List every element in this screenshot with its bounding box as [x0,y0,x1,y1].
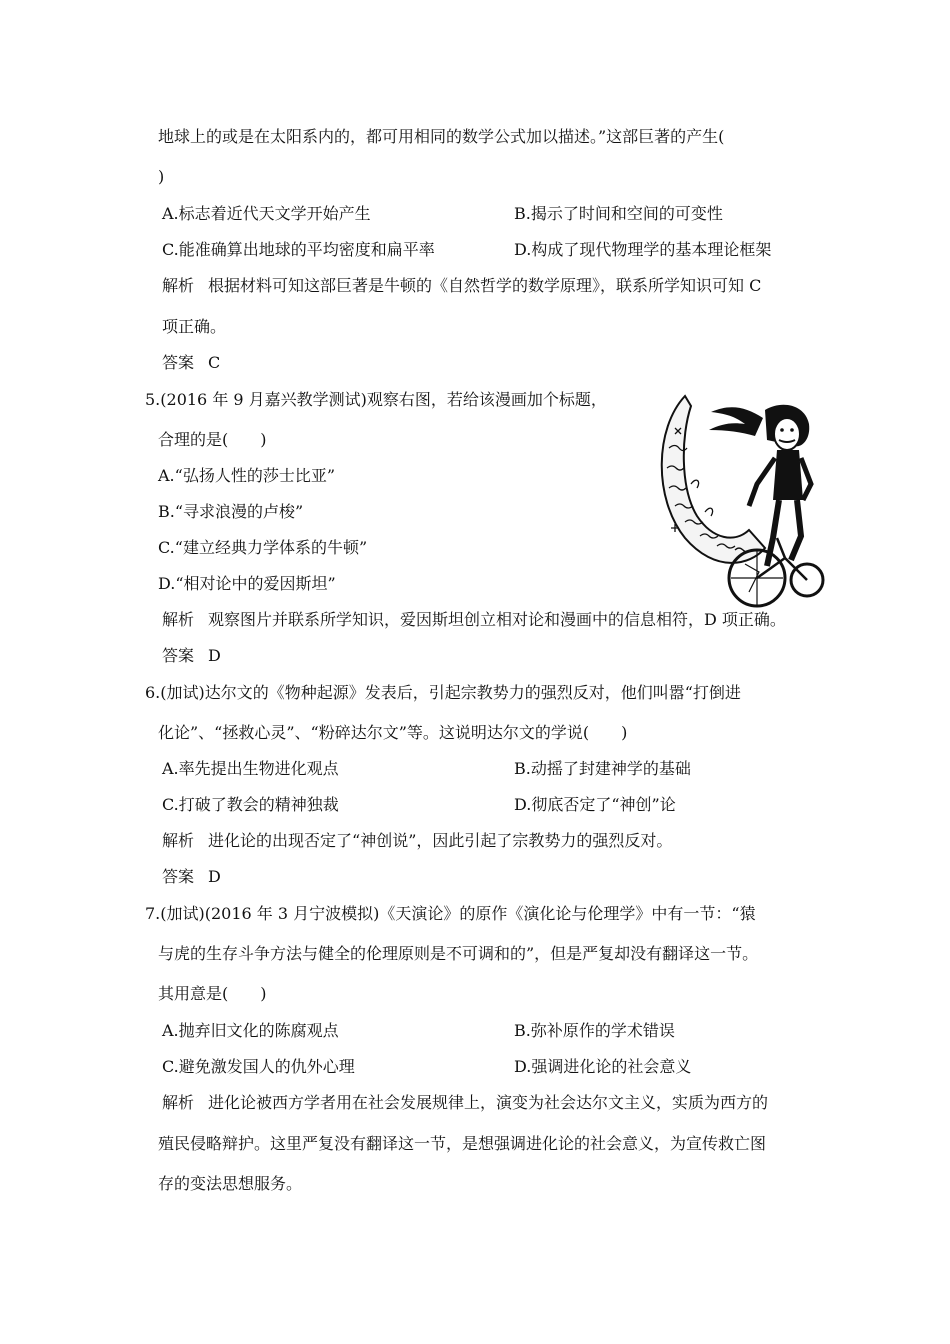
q7-stem-line2: 与虎的生存斗争方法与健全的伦理原则是不可调和的”，但是严复却没有翻译这一节。 [158,944,759,963]
q6-stem-line2: 化论”、“拯救心灵”、“粉碎达尔文”等。这说明达尔文的学说( ) [158,723,628,742]
q5-option-c: C.“建立经典力学体系的牛顿” [158,538,368,557]
q6-analysis-label: 解析 [162,831,195,850]
q6-option-c: C.打破了教会的精神独裁 [162,795,339,814]
q4-stem-line1: 地球上的或是在太阳系内的，都可用相同的数学公式加以描述。”这部巨著的产生( [158,127,725,146]
q4-stem-line2: ) [158,167,165,186]
q7-option-c: C.避免激发国人的仇外心理 [162,1057,355,1076]
q6-answer-label: 答案 [162,867,195,886]
q7-analysis-line1 [162,1092,768,1114]
q6-option-d: D.彻底否定了“神创”论 [514,795,676,814]
q7-analysis-label: 解析 [162,1093,195,1112]
q6-analysis-text: 进化论的出现否定了“神创说”，因此引起了宗教势力的强烈反对。 [208,831,673,850]
q5-option-a: A.“弘扬人性的莎士比亚” [158,466,336,485]
q6-stem-line1: 6.(加试)达尔文的《物种起源》发表后，引起宗教势力的强烈反对，他们叫嚣“打倒进 [145,683,741,702]
q4-option-a: A.标志着近代天文学开始产生 [162,204,371,223]
q4-analysis-line2: 项正确。 [162,317,227,336]
q5-stem-line2: 合理的是( ) [158,430,267,449]
q7-analysis-text: 进化论被西方学者用在社会发展规律上，演变为社会达尔文主义，实质为西方的 [208,1093,769,1112]
q7-option-a: A.抛弃旧文化的陈腐观点 [162,1021,339,1040]
q6-analysis-line1 [162,830,672,852]
q6-answer [162,866,221,888]
q4-analysis-text: 根据材料可知这部巨著是牛顿的《自然哲学的数学原理》，联系所学知识可知 C [208,276,762,295]
q4-analysis-line1 [162,275,761,297]
q4-answer-value: C [208,353,221,372]
q4-option-b: B.揭示了时间和空间的可变性 [514,204,723,223]
q4-analysis-label: 解析 [162,276,195,295]
q7-stem-line1: 7.(加试)(2016 年 3 月宁波模拟)《天演论》的原作《演化论与伦理学》中有一节：“猿 [145,904,756,923]
q4-option-d: D.构成了现代物理学的基本理论框架 [514,240,772,259]
q4-answer-label: 答案 [162,353,195,372]
q5-option-b: B.“寻求浪漫的卢梭” [158,502,304,521]
q6-option-b: B.动摇了封建神学的基础 [514,759,691,778]
q5-analysis-line1 [162,609,786,631]
q5-answer-value: D [208,646,221,665]
q5-stem-line1: 5.(2016 年 9 月嘉兴教学测试)观察右图，若给该漫画加个标题， [145,390,607,409]
q4-answer [162,352,220,374]
q6-option-a: A.率先提出生物进化观点 [162,759,339,778]
q5-analysis-text: 观察图片并联系所学知识，爱因斯坦创立相对论和漫画中的信息相符，D 项正确。 [208,610,786,629]
q7-option-b: B.弥补原作的学术错误 [514,1021,675,1040]
q7-analysis-line3: 存的变法思想服务。 [158,1174,303,1193]
q5-answer [162,645,221,667]
q6-answer-value: D [208,867,221,886]
q7-option-d: D.强调进化论的社会意义 [514,1057,692,1076]
q5-analysis-label: 解析 [162,610,195,629]
q5-answer-label: 答案 [162,646,195,665]
q4-option-c: C.能准确算出地球的平均密度和扁平率 [162,240,435,259]
q7-analysis-line2: 殖民侵略辩护。这里严复没有翻译这一节，是想强调进化论的社会意义，为宣传救亡图 [158,1134,767,1153]
einstein-bicycle-cartoon [645,388,825,610]
q5-option-d: D.“相对论中的爱因斯坦” [158,574,336,593]
q7-stem-line3: 其用意是( ) [158,984,267,1003]
